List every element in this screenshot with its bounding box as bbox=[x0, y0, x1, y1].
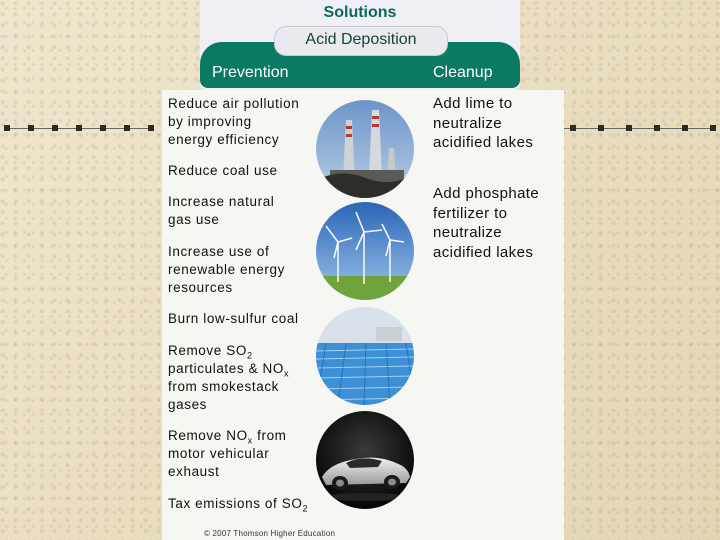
prevention-item-low-sulfur-coal: Burn low-sulfur coal bbox=[168, 311, 299, 326]
prevention-item-natural-gas-line2: gas use bbox=[168, 212, 220, 227]
prevention-item-natural-gas-line1: Increase natural bbox=[168, 194, 275, 209]
prevention-item-vehicle-exhaust-line3: exhaust bbox=[168, 464, 220, 479]
so2-subscript: 2 bbox=[246, 350, 253, 361]
nox-label: Remove NO bbox=[168, 428, 248, 443]
page-subtitle: Acid Deposition bbox=[305, 31, 417, 48]
prevention-item-vehicle-exhaust-line2: motor vehicular bbox=[168, 446, 270, 461]
wind-turbines-photo bbox=[316, 202, 414, 300]
concept-car-photo bbox=[316, 411, 414, 509]
page-title: Solutions bbox=[323, 4, 397, 21]
nox-subscript: x bbox=[284, 368, 290, 379]
prevention-item-natural-gas bbox=[168, 193, 274, 229]
nox-subscript: x bbox=[247, 435, 253, 446]
solar-panels-photo bbox=[316, 307, 414, 405]
so2-label: Remove SO bbox=[168, 343, 247, 358]
prevention-item-tax-emissions bbox=[168, 495, 308, 513]
prevention-item-renewables-line3: resources bbox=[168, 280, 233, 295]
prevention-item-renewables-line1: Increase use of bbox=[168, 244, 270, 259]
cleanup-heading: Cleanup bbox=[433, 64, 493, 81]
cleanup-item-lime-line3: acidified lakes bbox=[433, 134, 534, 151]
prevention-item-smokestack-line3: from smokestack bbox=[168, 379, 280, 394]
prevention-item-air-pollution-line1: Reduce air pollution bbox=[168, 96, 300, 111]
cleanup-item-lime-line2: neutralize bbox=[433, 114, 503, 132]
from-label: from bbox=[252, 428, 287, 443]
prevention-item-vehicle-exhaust bbox=[168, 427, 287, 481]
prevention-item-air-pollution bbox=[168, 95, 299, 149]
prevention-item-smokestack-line4: gases bbox=[168, 397, 208, 412]
cleanup-item-phosphate-line3: neutralize bbox=[433, 224, 503, 241]
prevention-heading: Prevention bbox=[212, 64, 289, 81]
cleanup-item-phosphate-line1: Add phosphate bbox=[433, 185, 540, 202]
prevention-item-air-pollution-line2: by improving bbox=[168, 114, 252, 129]
prevention-item-vehicle-exhaust-line1 bbox=[168, 427, 287, 445]
tax-emissions-label: Tax emissions of SO bbox=[168, 496, 303, 511]
prevention-item-smokestack-line1 bbox=[168, 342, 289, 360]
cleanup-item-lime-line1: Add lime to bbox=[433, 95, 513, 112]
prevention-item-air-pollution-line3: energy efficiency bbox=[168, 132, 280, 147]
cleanup-item-phosphate bbox=[433, 184, 539, 262]
prevention-item-coal-use: Reduce coal use bbox=[168, 163, 278, 178]
prevention-item-smokestack bbox=[168, 342, 289, 414]
so2-subscript: 2 bbox=[302, 503, 309, 514]
copyright-caption: © 2007 Thomson Higher Education bbox=[204, 529, 336, 538]
prevention-item-renewables-line2: renewable energy bbox=[168, 262, 285, 277]
cleanup-item-lime bbox=[433, 94, 533, 153]
prevention-item-renewables bbox=[168, 243, 285, 297]
prevention-item-smokestack-line2 bbox=[168, 360, 289, 378]
cleanup-item-phosphate-line4: acidified lakes bbox=[433, 243, 534, 261]
smokestack-photo bbox=[316, 100, 414, 198]
nox-label: particulates & NO bbox=[168, 361, 284, 376]
background-rule-left bbox=[4, 128, 154, 129]
cleanup-item-phosphate-line2: fertilizer to bbox=[433, 204, 508, 222]
